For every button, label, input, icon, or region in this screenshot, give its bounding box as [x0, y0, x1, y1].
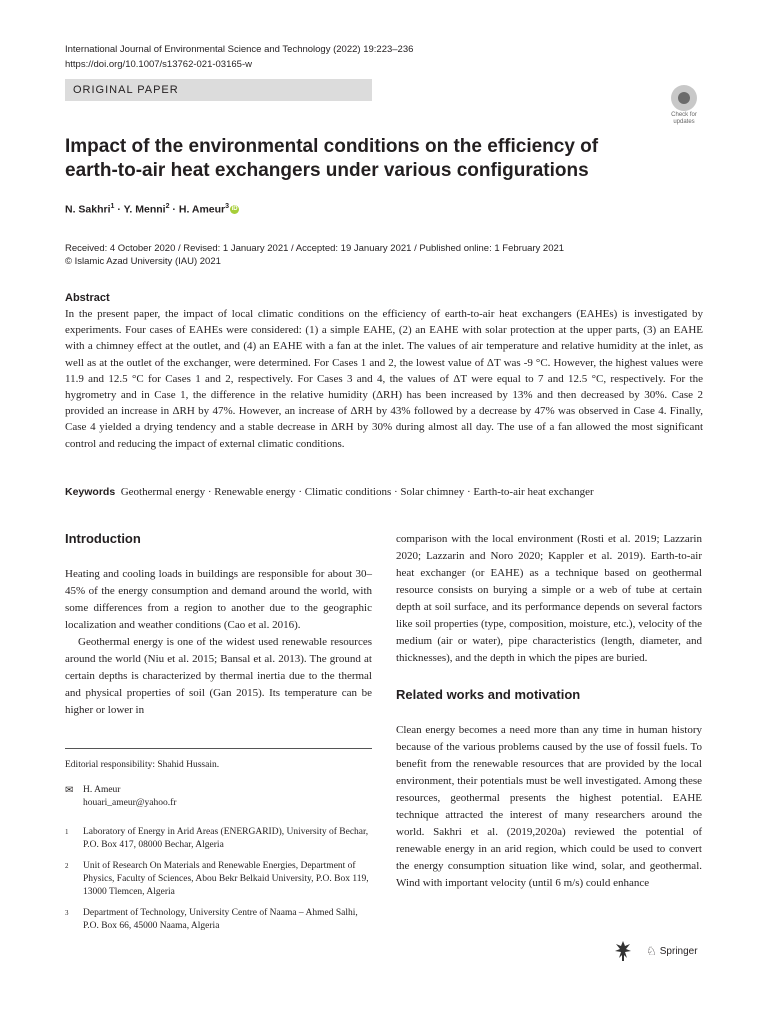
- editorial-note: Editorial responsibility: Shahid Hussain.: [65, 760, 220, 770]
- abstract-text: In the present paper, the impact of local climatic conditions on the efficiency of earth-to-air heat exchangers (EAHEs) is investigated by experiments. Four cases of EAHEs were considered: (1) a simple EAHE, (2) an EAHE with solar protection at the upper parts, (3) an EAHE with a chimney effect at the outlet, and (4) an EAHE with a fan at the inlet. The values of air temperature and relative humidity at the inlet, as well as at the outlet of the exchanger, were determined. For Cases 1 and 2, the lowest value of ΔT was -9 °C. However, the highest values were 11.9 and 12.5 °C for Cases 1 and 2, respectively. For Cases 3 and 4, the values of ΔT were equal to 7 and 12.5 °C, respectively. For the hygrometry and in Case 1, the difference in the relative humidity (ΔRH) has been increased by 13% and then decreased by 30%. Case 2 provided an increase in ΔRH by 47%. However, an increase of ΔRH by 43% followed by a decrease by 47% was observed in Case 4. Finally, Case 4 yielded a drying tendency and a stable decrease in ΔRH by 30% during almost all day. The use of a fan allowed the most significant control and reducing the impact of external climatic conditions.: [65, 308, 703, 450]
- related-works-paragraph: Clean energy becomes a need more than any time in human history because of the various problems caused by the use of fossil fuels. To benefit from the renewable resources that are provided by the local environment, their potentials must be well investigated. Among these resources, geothermal presents the highest potential. EAHE technique attracted the interest of many researchers around the world. Sakhri et al. (2019,2020a) reviewed the potential of renewable energy in an arid region, which could be used to convert the energy consumption situation like wind, solar, and geothermal. Wind with important velocity (until 6 m/s) could enhance: [396, 724, 702, 889]
- intro-paragraph-1: Heating and cooling loads in buildings are responsible for about 30–45% of the energy consumption and demand around the world, with some differences from a region to another due to the geographic localization and weather conditions (Cao et al. 2016).: [65, 568, 372, 631]
- paper-type-label: ORIGINAL PAPER: [65, 79, 372, 101]
- doi-link[interactable]: https://doi.org/10.1007/s13762-021-03165-w: [65, 59, 252, 70]
- publisher-name: Springer: [659, 945, 698, 957]
- affiliation-number: 3: [65, 909, 69, 917]
- paper-title: Impact of the environmental conditions on the efficiency of earth-to-air heat exchangers under various configurations: [65, 136, 599, 181]
- author-name: N. Sakhri: [65, 203, 111, 216]
- abstract-heading: Abstract: [65, 292, 110, 304]
- related-works-heading: Related works and motivation: [396, 687, 581, 702]
- orcid-icon[interactable]: iD: [231, 206, 238, 213]
- abstract-section: [65, 291, 703, 452]
- corresponding-author: [65, 784, 372, 810]
- keywords-label: Keywords: [65, 486, 116, 498]
- springer-horse-icon: ♘: [646, 944, 657, 958]
- intro-paragraph-2: Geothermal energy is one of the widest used renewable resources around the world (Niu et al. 2015; Bansal et al. 2013). The ground at certain depths is characterized by thermal inertia due to the thermal and physical properties of soil (Gan 2015). Its temperature can be higher or lower in: [65, 636, 372, 716]
- publisher-logo: [614, 940, 698, 962]
- affiliation-text: Department of Technology, University Centre of Naama – Ahmed Salhi, P.O. Box 66, 45000 Naama, Algeria: [83, 908, 358, 931]
- affiliation-item: [65, 860, 372, 899]
- author-name: H. Ameur: [178, 203, 226, 216]
- check-updates-icon: [671, 85, 697, 111]
- affiliation-text: Unit of Research On Materials and Renewable Energies, Department of Physics, Faculty of Sciences, Abou Bekr Belkaid University, P.O. Box 119, 13000 Tlemcen, Algeria: [83, 861, 369, 897]
- journal-citation: International Journal of Environmental Science and Technology (2022) 19:223–236: [65, 44, 414, 55]
- keywords-section: [65, 486, 705, 498]
- springer-tree-icon: [614, 940, 632, 962]
- affiliation-text: Laboratory of Energy in Arid Areas (ENERGARID), University of Bechar, P.O. Box 417, 08000 Bechar, Algeria: [83, 827, 369, 850]
- intro-continuation: comparison with the local environment (Rosti et al. 2019; Lazzarin 2020; Lazzarin and Noro 2020; Kappler et al. 2019). Earth-to-air heat exchanger (or EAHE) as a technique based on geothermal resource consists on burying a simple or a web of tube at certain depth at soil surface, and its performance depends on several factors like soil properties (type, composition, moisture, etc.), velocity of the medium (air or water), pipe characteristics (length, diameter, and thicknesses), and the depth in which the pipes are buried.: [396, 533, 702, 664]
- left-column: [65, 531, 372, 719]
- author-affil-sup: 2: [165, 203, 170, 210]
- check-for-updates-button[interactable]: [664, 85, 704, 125]
- envelope-icon: ✉: [65, 785, 74, 796]
- contact-name: H. Ameur: [83, 785, 121, 795]
- history-dates: Received: 4 October 2020 / Revised: 1 January 2021 / Accepted: 19 January 2021 / Published online: 1 February 2021: [65, 243, 565, 254]
- author-affil-sup: 3: [225, 203, 230, 210]
- author-name: Y. Menni: [123, 203, 166, 216]
- author-affil-sup: 1: [110, 203, 115, 210]
- footnote-divider: [65, 748, 372, 749]
- introduction-heading: Introduction: [65, 531, 141, 546]
- check-updates-label: Check for updates: [671, 112, 697, 125]
- affiliation-item: [65, 907, 372, 933]
- copyright: © Islamic Azad University (IAU) 2021: [65, 256, 221, 267]
- contact-email[interactable]: houari_ameur@yahoo.fr: [83, 798, 177, 808]
- affiliation-number: 1: [65, 828, 69, 836]
- keywords-text: Geothermal energy · Renewable energy · Climatic conditions · Solar chimney · Earth-to-air heat exchanger: [120, 486, 594, 498]
- journal-header: [65, 42, 413, 72]
- right-column: [396, 531, 702, 892]
- affiliation-number: 2: [65, 862, 69, 870]
- publication-dates: [65, 242, 564, 268]
- author-list: N. Sakhri$^1$ · Y. Menni$^2$ · H. Ameur$^3$ iD: [65, 203, 238, 216]
- affiliation-item: [65, 826, 372, 852]
- footnotes: [65, 748, 372, 941]
